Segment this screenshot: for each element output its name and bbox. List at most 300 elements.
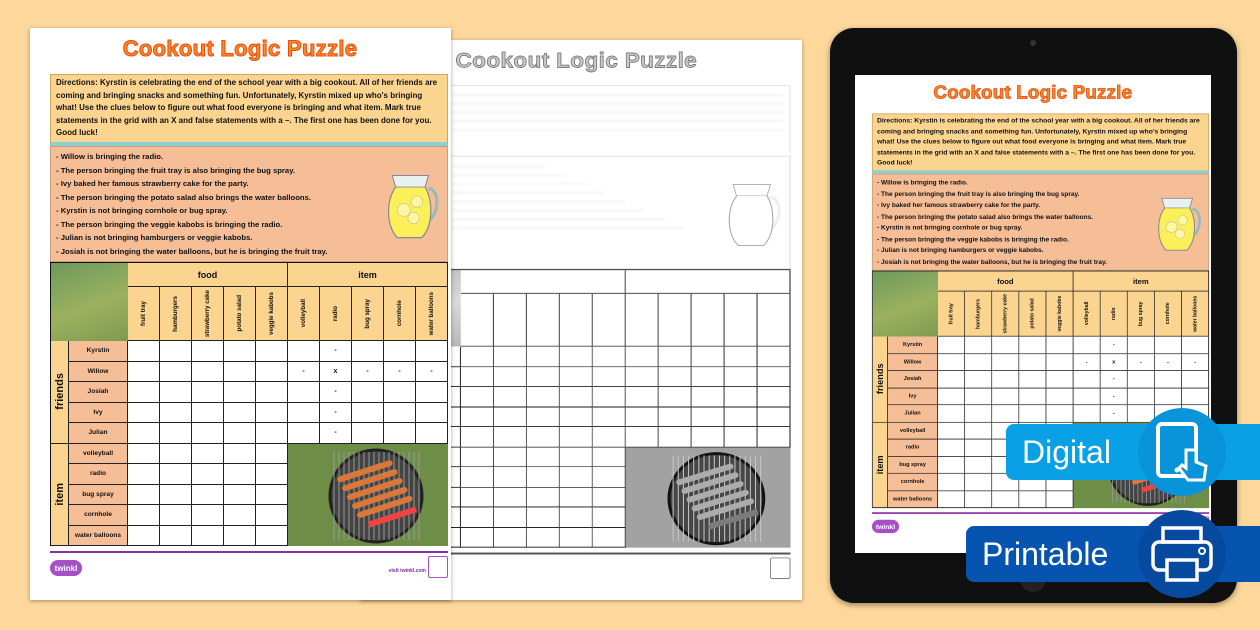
column-group-header: item [1074, 271, 1210, 291]
grid-cell[interactable] [560, 387, 593, 407]
grid-cell[interactable] [160, 382, 192, 403]
grid-cell[interactable]: - [320, 341, 352, 362]
row-header: Ivy [888, 388, 938, 405]
clue-item: - Julian is not bringing hamburgers or veggie kabobs. [56, 233, 253, 242]
grid-cell[interactable] [128, 464, 160, 485]
grid-cell[interactable] [288, 423, 320, 444]
grid-cell[interactable] [1046, 371, 1073, 388]
directions-box [872, 113, 1209, 173]
column-header [1101, 292, 1128, 337]
grid-cell[interactable] [288, 341, 320, 362]
column-header-label: veggie kabobs [1056, 295, 1063, 332]
column-header [992, 292, 1019, 337]
grid-cell[interactable] [965, 457, 992, 474]
grid-cell[interactable] [527, 528, 560, 548]
grid-cell[interactable] [461, 427, 494, 447]
clue-item: - Ivy baked her famous strawberry cake for the party. [877, 201, 1041, 209]
column-header [384, 287, 416, 341]
grid-cell[interactable]: - [288, 362, 320, 383]
column-header [692, 294, 725, 347]
grid-cell[interactable] [461, 447, 494, 467]
grid-cell[interactable] [725, 407, 758, 427]
grid-cell[interactable] [965, 474, 992, 491]
grid-cell[interactable] [461, 487, 494, 507]
grid-cell[interactable] [527, 507, 560, 527]
printable-page-color [30, 28, 451, 600]
grid-cell[interactable]: - [1182, 354, 1209, 371]
row-header: cornhole [69, 505, 128, 526]
grid-cell[interactable] [192, 341, 224, 362]
grid-cell[interactable] [384, 403, 416, 424]
grid-cell[interactable] [659, 407, 692, 427]
grid-cell[interactable] [128, 423, 160, 444]
grid-cell[interactable] [224, 423, 256, 444]
grid-cell[interactable] [256, 362, 288, 383]
grid-cell[interactable] [626, 387, 659, 407]
grid-cell[interactable] [938, 457, 965, 474]
grid-cell[interactable] [560, 507, 593, 527]
column-group-header: food [128, 263, 288, 287]
grid-cell[interactable] [192, 382, 224, 403]
grid-cell[interactable] [494, 427, 527, 447]
grid-cell[interactable] [192, 464, 224, 485]
column-header [593, 294, 626, 347]
grid-cell[interactable] [256, 505, 288, 526]
column-header [758, 294, 791, 347]
clue-item: - Julian is not bringing hamburgers or veggie kabobs. [877, 246, 1044, 254]
column-header-label: radio [1110, 307, 1117, 321]
grid-cell[interactable] [692, 347, 725, 367]
grid-cell[interactable] [758, 347, 791, 367]
column-group-header: item [288, 263, 448, 287]
tablet-touch-icon [1138, 408, 1226, 496]
grid-cell[interactable] [461, 367, 494, 387]
grid-cell[interactable] [593, 487, 626, 507]
clue-item: - The person bringing the fruit tray is also bringing the bug spray. [56, 165, 296, 175]
grid-cell[interactable] [593, 387, 626, 407]
column-header-label: potato salad [236, 295, 243, 332]
grid-cell[interactable] [626, 427, 659, 447]
grid-cell[interactable] [758, 427, 791, 447]
grid-cell[interactable] [192, 485, 224, 506]
grid-cell[interactable]: - [384, 362, 416, 383]
grid-cell[interactable] [659, 367, 692, 387]
directions-label: Directions: [877, 116, 913, 125]
grid-cell[interactable] [692, 367, 725, 387]
grid-cell[interactable] [659, 387, 692, 407]
row-header: Willow [888, 354, 938, 371]
grid-cell[interactable] [527, 387, 560, 407]
grid-cell[interactable] [560, 467, 593, 487]
grid-cell[interactable] [461, 407, 494, 427]
grid-cell[interactable] [992, 405, 1019, 422]
grid-cell[interactable] [965, 354, 992, 371]
grid-cell[interactable] [494, 507, 527, 527]
grid-cell[interactable] [593, 507, 626, 527]
column-header [560, 294, 593, 347]
grid-cell[interactable] [160, 444, 192, 465]
grid-cell[interactable] [938, 439, 965, 456]
grid-cell[interactable] [128, 444, 160, 465]
directions-text: Kyrstin is celebrating the end of the school year with a big cookout. All of her friends are coming and bringing snacks and something fun. Unfortunately, Kyrstin mixed up who's bringing what! Use the clues below to figure out what food everyone is bringing and what item. Mark true statements in the grid with an X and false statements with a –. The first one has been done for you. Good luck! [877, 116, 1200, 167]
column-header [1046, 292, 1073, 337]
grid-cell[interactable] [593, 347, 626, 367]
grid-cell[interactable]: - [1101, 337, 1128, 354]
grid-cell[interactable] [461, 528, 494, 548]
grid-cell[interactable] [461, 467, 494, 487]
grid-cell[interactable] [1155, 337, 1182, 354]
column-header-label: water balloons [428, 291, 435, 336]
grid-cell[interactable] [527, 467, 560, 487]
grid-cell[interactable] [256, 341, 288, 362]
grid-cell[interactable] [352, 423, 384, 444]
grid-cell[interactable] [593, 407, 626, 427]
column-header-label: potato salad [1029, 298, 1036, 329]
grid-cell[interactable] [938, 491, 965, 508]
grid-cell[interactable] [494, 467, 527, 487]
grid-cell[interactable] [1046, 337, 1073, 354]
grid-cell[interactable] [128, 485, 160, 506]
column-group-header [461, 270, 626, 294]
grid-cell[interactable] [1046, 354, 1073, 371]
grid-corner-image [873, 271, 938, 336]
column-header-label: strawberry cake [204, 289, 211, 338]
row-group-label: friends [874, 363, 886, 395]
grid-cell[interactable] [224, 382, 256, 403]
grid-cell[interactable]: x [320, 362, 352, 383]
grid-cell[interactable] [1074, 337, 1101, 354]
worksheet-title: Cookout Logic Puzzle [455, 47, 698, 73]
clues-box [872, 174, 1209, 271]
column-header [494, 294, 527, 347]
grid-cell[interactable] [256, 464, 288, 485]
grid-cell[interactable] [626, 407, 659, 427]
row-header: Julian [888, 405, 938, 422]
grid-cell[interactable] [160, 464, 192, 485]
column-header-label: strawberry cake [1002, 293, 1009, 334]
grid-cell[interactable] [692, 387, 725, 407]
grid-cell[interactable] [965, 337, 992, 354]
column-header-label: bug spray [364, 298, 371, 329]
column-header [128, 287, 160, 341]
grid-cell[interactable] [938, 405, 965, 422]
row-group-label: friends [53, 373, 66, 411]
grid-cell[interactable] [1155, 388, 1182, 405]
grid-cell[interactable] [1074, 388, 1101, 405]
grid-cell[interactable] [256, 423, 288, 444]
grid-cell[interactable] [692, 407, 725, 427]
clue-item: - Josiah is not bringing the water balloons, but he is bringing the fruit tray. [877, 257, 1107, 266]
grid-cell[interactable] [160, 505, 192, 526]
grid-cell[interactable] [416, 423, 448, 444]
grid-cell[interactable] [256, 526, 288, 547]
grid-cell[interactable] [224, 464, 256, 485]
grid-cell[interactable] [224, 362, 256, 383]
grid-cell[interactable] [128, 382, 160, 403]
grid-cell[interactable] [560, 447, 593, 467]
grid-cell[interactable] [560, 347, 593, 367]
grid-cell[interactable] [938, 388, 965, 405]
directions-text: Kyrstin is celebrating the end of the school year with a big cookout. All of her friends are coming and bringing snacks and something fun. Unfortunately, Kyrstin mixed up who's bringing what! Use the clues below to figure out what food everyone is bringing and what item. Mark true statements in the grid with an X and false statements with a –. The first one has been done for you. Good luck! [56, 78, 438, 138]
printable-label: Printable [982, 535, 1109, 572]
grid-cell[interactable] [494, 487, 527, 507]
grid-cell[interactable] [192, 362, 224, 383]
grid-cell[interactable] [527, 367, 560, 387]
grid-cell[interactable] [416, 341, 448, 362]
grid-cell[interactable] [384, 423, 416, 444]
grid-cell[interactable] [992, 388, 1019, 405]
grid-cell[interactable]: - [1101, 405, 1128, 422]
grid-cell[interactable]: - [416, 362, 448, 383]
grid-cell[interactable] [160, 485, 192, 506]
column-header-label: water balloons [1192, 295, 1199, 332]
grid-cell[interactable] [527, 347, 560, 367]
grid-cell[interactable] [1155, 371, 1182, 388]
grid-cell[interactable] [128, 505, 160, 526]
grid-cell[interactable]: - [320, 423, 352, 444]
grid-cell[interactable] [965, 371, 992, 388]
column-header [416, 287, 448, 341]
grid-cell[interactable] [593, 467, 626, 487]
grid-cell[interactable] [560, 528, 593, 548]
digital-label: Digital [1022, 433, 1111, 470]
grid-cell[interactable] [192, 423, 224, 444]
grid-cell[interactable] [1182, 371, 1209, 388]
grid-cell[interactable] [1046, 405, 1073, 422]
column-header-label: veggie kabobs [268, 292, 275, 335]
column-header [1128, 292, 1155, 337]
column-header [527, 294, 560, 347]
grid-cell[interactable] [659, 347, 692, 367]
grid-cell[interactable] [224, 444, 256, 465]
column-header [320, 287, 352, 341]
column-header-label: bug spray [1137, 301, 1144, 327]
grid-cell[interactable] [965, 439, 992, 456]
grill-image [626, 447, 791, 547]
grid-cell[interactable]: - [1128, 354, 1155, 371]
grid-cell[interactable] [593, 427, 626, 447]
grid-cell[interactable] [992, 371, 1019, 388]
row-header: Julian [69, 423, 128, 444]
grid-cell[interactable] [224, 403, 256, 424]
clue-item: - Kyrstin is not bringing cornhole or bug spray. [56, 206, 228, 215]
grid-cell[interactable] [352, 382, 384, 403]
column-group-header [626, 270, 791, 294]
grid-cell[interactable] [758, 367, 791, 387]
printable-badge [966, 526, 1260, 582]
grill-image [288, 444, 448, 547]
footer-link[interactable]: visit twinkl.com [388, 568, 426, 574]
grid-cell[interactable] [128, 526, 160, 547]
grid-cell[interactable] [992, 491, 1019, 508]
grid-cell[interactable] [494, 367, 527, 387]
grid-cell[interactable] [1074, 405, 1101, 422]
grid-cell[interactable] [494, 387, 527, 407]
column-header-label: hamburgers [172, 295, 179, 332]
grid-cell[interactable] [560, 407, 593, 427]
grid-cell[interactable] [1046, 491, 1073, 508]
row-group-header [873, 337, 888, 423]
grid-cell[interactable] [1182, 388, 1209, 405]
column-header [1155, 292, 1182, 337]
grid-cell[interactable] [160, 362, 192, 383]
grid-cell[interactable] [416, 382, 448, 403]
printer-icon [1138, 510, 1226, 598]
grid-cell[interactable] [965, 405, 992, 422]
row-header: Willow [69, 362, 128, 383]
grid-cell[interactable]: - [1074, 354, 1101, 371]
grid-cell[interactable] [494, 407, 527, 427]
grid-cell[interactable] [288, 403, 320, 424]
grid-cell[interactable] [560, 487, 593, 507]
grid-cell[interactable] [461, 347, 494, 367]
grid-cell[interactable] [494, 447, 527, 467]
grid-cell[interactable] [560, 427, 593, 447]
twinkl-logo[interactable]: twinkl [872, 520, 899, 533]
grid-cell[interactable]: - [1101, 388, 1128, 405]
grid-cell[interactable] [965, 422, 992, 439]
grid-cell[interactable] [494, 347, 527, 367]
grid-cell[interactable] [1019, 388, 1046, 405]
grid-cell[interactable] [938, 474, 965, 491]
grid-cell[interactable] [725, 367, 758, 387]
grid-cell[interactable] [494, 528, 527, 548]
grid-cell[interactable] [461, 387, 494, 407]
row-group-label: item [874, 455, 886, 475]
clue-item: - The person bringing the fruit tray is also bringing the bug spray. [877, 189, 1080, 198]
row-group-label: item [53, 482, 66, 506]
directions-box [50, 74, 448, 146]
grid-cell[interactable] [938, 371, 965, 388]
grid-cell[interactable] [160, 423, 192, 444]
row-header: Ivy [69, 403, 128, 424]
column-header [224, 287, 256, 341]
grid-cell[interactable] [527, 447, 560, 467]
grid-cell[interactable] [938, 354, 965, 371]
grid-cell[interactable] [965, 491, 992, 508]
grid-cell[interactable] [224, 341, 256, 362]
grid-cell[interactable] [256, 444, 288, 465]
grid-cell[interactable] [192, 403, 224, 424]
grid-cell[interactable] [192, 444, 224, 465]
grid-cell[interactable] [256, 382, 288, 403]
grid-cell[interactable] [384, 382, 416, 403]
grid-cell[interactable] [758, 407, 791, 427]
grid-cell[interactable] [1019, 371, 1046, 388]
grid-cell[interactable] [626, 347, 659, 367]
grid-cell[interactable] [992, 354, 1019, 371]
grid-cell[interactable] [1128, 388, 1155, 405]
row-header: radio [69, 464, 128, 485]
grid-cell[interactable] [626, 367, 659, 387]
grid-cell[interactable] [938, 337, 965, 354]
grid-cell[interactable] [160, 526, 192, 547]
grid-cell[interactable]: - [320, 403, 352, 424]
row-header: Josiah [888, 371, 938, 388]
grid-cell[interactable] [527, 427, 560, 447]
grid-cell[interactable] [416, 403, 448, 424]
grid-cell[interactable] [1019, 491, 1046, 508]
grid-cell[interactable]: - [1155, 354, 1182, 371]
grid-cell[interactable] [1128, 371, 1155, 388]
grid-cell[interactable] [758, 387, 791, 407]
grid-cell[interactable] [560, 367, 593, 387]
column-header [192, 287, 224, 341]
grid-cell[interactable] [352, 403, 384, 424]
grid-cell[interactable] [725, 387, 758, 407]
grid-cell[interactable] [593, 367, 626, 387]
grid-cell[interactable] [593, 447, 626, 467]
column-header [626, 294, 659, 347]
grid-cell[interactable] [461, 507, 494, 527]
row-group-header [51, 444, 69, 547]
grid-cell[interactable] [1128, 337, 1155, 354]
clues-box [50, 146, 448, 262]
row-header: Kyrstin [69, 341, 128, 362]
camera [1030, 40, 1036, 46]
grid-cell[interactable] [692, 427, 725, 447]
grid-cell[interactable] [256, 403, 288, 424]
grid-cell[interactable] [725, 347, 758, 367]
grid-cell[interactable] [256, 485, 288, 506]
grid-cell[interactable]: - [352, 362, 384, 383]
row-header: volleyball [69, 444, 128, 465]
grid-cell[interactable] [1019, 405, 1046, 422]
grid-cell[interactable] [938, 422, 965, 439]
grid-cell[interactable] [128, 362, 160, 383]
twinkl-logo[interactable]: twinkl [50, 560, 82, 576]
grid-cell[interactable] [352, 341, 384, 362]
grid-cell[interactable] [659, 427, 692, 447]
grid-cell[interactable] [593, 528, 626, 548]
grid-cell[interactable] [224, 526, 256, 547]
row-header: volleyball [888, 422, 938, 439]
column-group-header: food [938, 271, 1074, 291]
lemonade-pitcher-image [722, 164, 786, 262]
grid-cell[interactable] [192, 505, 224, 526]
column-header-label: radio [332, 305, 339, 322]
grid-cell[interactable] [224, 505, 256, 526]
column-header-label: cornhole [1165, 302, 1171, 325]
grid-cell[interactable] [1074, 371, 1101, 388]
grid-cell[interactable] [527, 487, 560, 507]
column-header-label: fruit tray [948, 303, 955, 325]
grid-cell[interactable] [384, 341, 416, 362]
grid-cell[interactable] [128, 341, 160, 362]
grid-cell[interactable] [160, 341, 192, 362]
worksheet [30, 28, 450, 600]
row-header: Josiah [69, 382, 128, 403]
grid-cell[interactable] [1019, 354, 1046, 371]
grid-cell[interactable]: - [320, 382, 352, 403]
grid-cell[interactable] [1019, 337, 1046, 354]
grid-cell[interactable] [992, 337, 1019, 354]
grid-cell[interactable]: x [1101, 354, 1128, 371]
clue-item: - The person bringing the potato salad also brings the water balloons. [877, 212, 1094, 221]
grid-cell[interactable] [128, 403, 160, 424]
row-header: water balloons [69, 526, 128, 547]
grid-cell[interactable] [1182, 337, 1209, 354]
grid-cell[interactable] [224, 485, 256, 506]
grid-cell[interactable] [288, 382, 320, 403]
grid-cell[interactable] [965, 388, 992, 405]
grid-cell[interactable] [1046, 388, 1073, 405]
grid-cell[interactable]: - [1101, 371, 1128, 388]
grid-cell[interactable] [160, 403, 192, 424]
grid-cell[interactable] [192, 526, 224, 547]
grid-cell[interactable] [725, 427, 758, 447]
grid-cell[interactable] [527, 407, 560, 427]
